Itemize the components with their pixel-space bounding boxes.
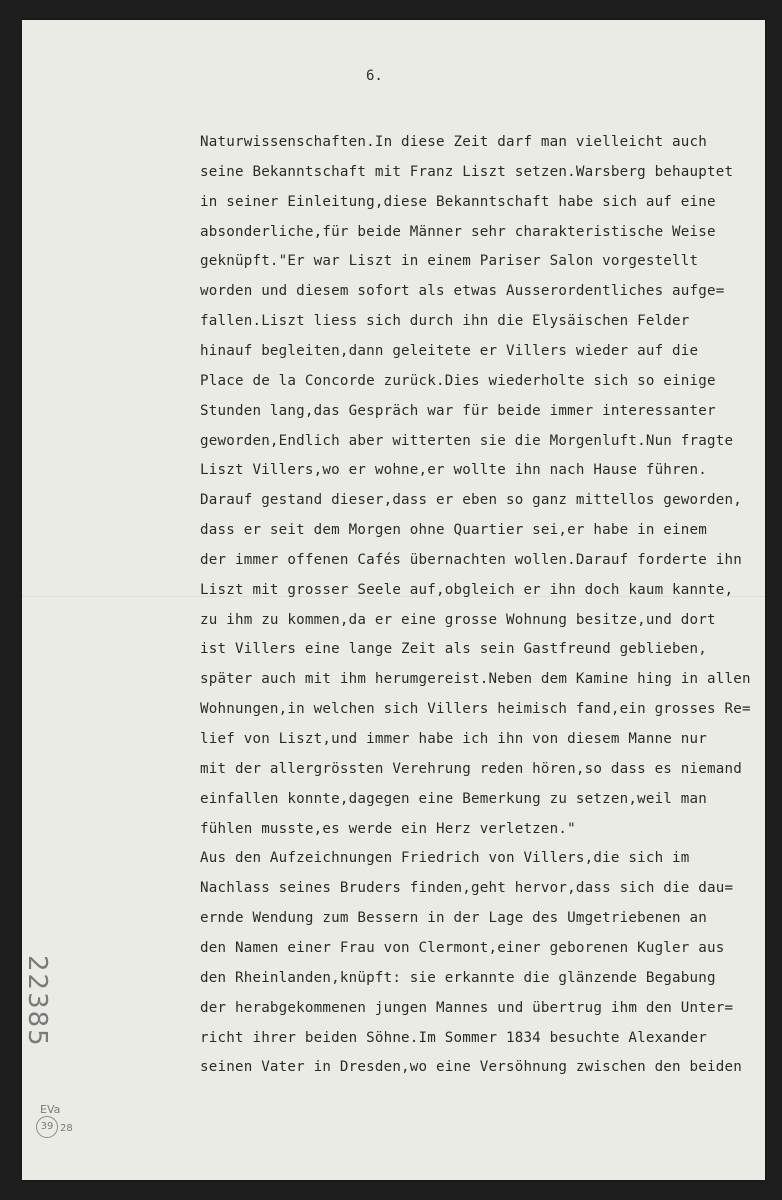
text-line: fallen.Liszt liess sich durch ihn die Elysäischen Felder: [200, 313, 690, 330]
archive-stamp-label: EVa: [40, 1103, 61, 1116]
text-line: Stunden lang,das Gespräch war für beide immer interessanter: [200, 402, 716, 419]
text-line: fühlen musste,es werde ein Herz verletzen.": [200, 820, 576, 837]
document-page: [22, 20, 765, 1180]
archive-stamp-side: 28: [60, 1123, 73, 1134]
text-line: absonderliche,für beide Männer sehr charakteristische Weise: [200, 223, 716, 240]
text-line: geworden,Endlich aber witterten sie die Morgenluft.Nun fragte: [200, 432, 734, 449]
text-line: in seiner Einleitung,diese Bekanntschaft habe sich auf eine: [200, 193, 716, 210]
text-line: der immer offenen Cafés übernachten wollen.Darauf forderte ihn: [200, 551, 742, 568]
archive-stamp-circle: 39: [36, 1116, 58, 1138]
text-line: Place de la Concorde zurück.Dies wiederholte sich so einige: [200, 372, 716, 389]
text-line: der herabgekommenen jungen Mannes und übertrug ihm den Unter=: [200, 999, 734, 1016]
text-line: zu ihm zu kommen,da er eine grosse Wohnung besitze,und dort: [200, 611, 716, 628]
archive-call-number: 22385: [22, 955, 52, 1048]
text-line: später auch mit ihm herumgereist.Neben dem Kamine hing in allen: [200, 671, 751, 688]
text-line: ist Villers eine lange Zeit als sein Gastfreund geblieben,: [200, 641, 708, 658]
text-line: richt ihrer beiden Söhne.Im Sommer 1834 besuchte Alexander: [200, 1029, 708, 1046]
text-line: Nachlass seines Bruders finden,geht hervor,dass sich die dau=: [200, 880, 734, 897]
page-number: 6.: [366, 68, 383, 84]
text-line: Naturwissenschaften.In diese Zeit darf man vielleicht auch: [200, 134, 708, 150]
text-line: den Namen einer Frau von Clermont,einer geborenen Kugler aus: [200, 939, 725, 956]
text-line: dass er seit dem Morgen ohne Quartier sei,er habe in einem: [200, 522, 708, 539]
text-line: ernde Wendung zum Bessern in der Lage des Umgetriebenen an: [200, 910, 708, 927]
text-line: Wohnungen,in welchen sich Villers heimisch fand,ein grosses Re=: [200, 701, 751, 718]
text-line: geknüpft."Er war Liszt in einem Pariser Salon vorgestellt: [200, 253, 699, 270]
text-line: mit der allergrössten Verehrung reden hören,so dass es niemand: [200, 760, 742, 777]
text-line: worden und diesem sofort als etwas Ausserordentliches aufge=: [200, 283, 725, 300]
text-line: lief von Liszt,und immer habe ich ihn von diesem Manne nur: [200, 731, 708, 747]
text-line: seine Bekanntschaft mit Franz Liszt setzen.Warsberg behauptet: [200, 163, 734, 180]
text-line: Liszt mit grosser Seele auf,obgleich er ihn doch kaum kannte,: [200, 581, 734, 598]
text-line: einfallen konnte,dagegen eine Bemerkung zu setzen,weil man: [200, 790, 708, 807]
text-line: Liszt Villers,wo er wohne,er wollte ihn nach Hause führen.: [200, 462, 708, 479]
text-line: hinauf begleiten,dann geleitete er Villers wieder auf die: [200, 342, 699, 359]
text-line: Aus den Aufzeichnungen Friedrich von Villers,die sich im: [200, 850, 690, 867]
text-line: Darauf gestand dieser,dass er eben so ganz mittellos geworden,: [200, 492, 742, 509]
text-line: den Rheinlanden,knüpft: sie erkannte die glänzende Begabung: [200, 969, 716, 986]
text-line: seinen Vater in Dresden,wo eine Versöhnung zwischen den beiden: [200, 1059, 742, 1076]
